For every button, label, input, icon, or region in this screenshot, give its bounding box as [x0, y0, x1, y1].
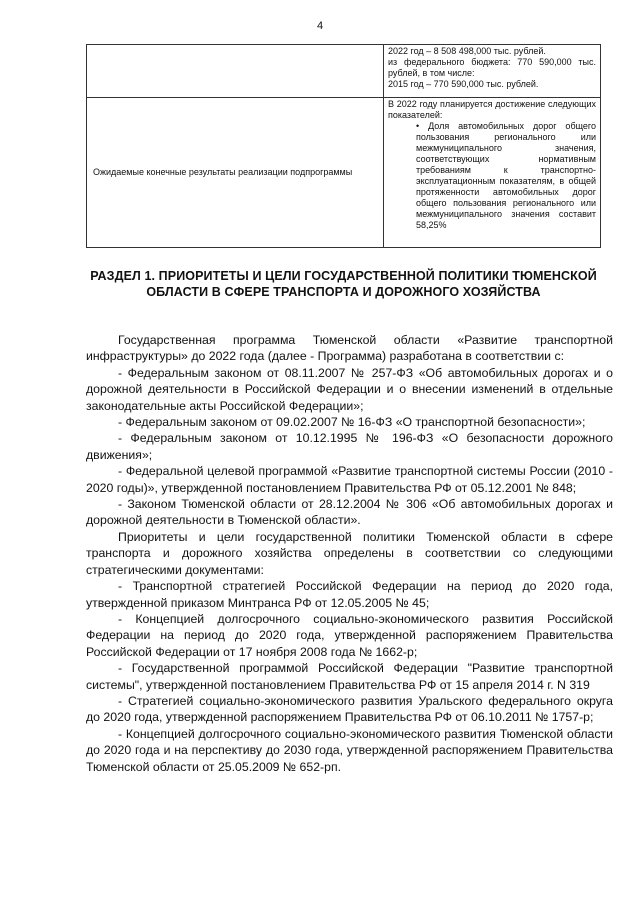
paragraph: Государственная программа Тюменской области «Развитие транспортной инфраструктуры» до 2022 года (далее - Программа) разработана в соответствии с:	[86, 333, 613, 364]
body-text	[86, 332, 613, 775]
paragraph: Приоритеты и цели государственной политики Тюменской области в сфере транспорта и дорожного хозяйства определены в соответствии со следующими стратегическими документами:	[86, 529, 613, 577]
paragraph: - Законом Тюменской области от 28.12.2004 № 306 «Об автомобильных дорогах и дорожной деятельности в Тюменской области».	[86, 497, 613, 528]
funding-line: из федерального бюджета: 770 590,000 тыс. рублей, в том числе:	[388, 57, 596, 78]
paragraph: - Федеральным законом от 10.12.1995 № 196-ФЗ «О безопасности дорожного движения»;	[86, 431, 613, 462]
paragraph: - Федеральным законом от 08.11.2007 № 257-ФЗ «Об автомобильных дорогах и о дорожной деятельности в Российской Федерации и о внесении изменений в отдельные законодательные акты Российской Федерации»;	[86, 365, 613, 413]
table-row	[87, 98, 601, 248]
paragraph: - Федеральным законом от 09.02.2007 № 16-ФЗ «О транспортной безопасности»;	[118, 415, 586, 430]
paragraph: - Стратегией социально-экономического развития Уральского федерального округа до 2020 года, утвержденной распоряжением Правительства РФ от 06.10.2011 № 1757-р;	[86, 693, 613, 725]
results-intro: В 2022 году планируется достижение следующих показателей:	[388, 99, 596, 120]
table-row	[87, 45, 601, 98]
paragraph: - Концепцией долгосрочного социально-экономического развития Тюменской области до 2020 года и на перспективу до 2030 года, утвержденной распоряжением Правительства Тюменской области от 25.05.2009 № 652-рп.	[86, 726, 613, 774]
table-cell-results	[384, 98, 601, 248]
paragraph: - Транспортной стратегией Российской Федерации на период до 2020 года, утвержденной приказом Минтранса РФ от 12.05.2005 № 45;	[86, 579, 613, 610]
funding-line: 2022 год – 8 508 498,000 тыс. рублей.	[388, 46, 546, 56]
section-title: РАЗДЕЛ 1. ПРИОРИТЕТЫ И ЦЕЛИ ГОСУДАРСТВЕННОЙ ПОЛИТИКИ ТЮМЕНСКОЙ ОБЛАСТИ В СФЕРЕ ТРАНСПОРТА И ДОРОЖНОГО ХОЗЯЙСТВА	[90, 269, 597, 299]
paragraph: - Концепцией долгосрочного социально-экономического развития Российской Федерации на период до 2020 года, утвержденной распоряжением Правительства Российской Федерации от 17 ноября 2008 года № 1662-р;	[86, 611, 613, 659]
paragraph: - Федеральной целевой программой «Развитие транспортной системы России (2010 - 2020 годы)», утвержденной постановлением Правительства РФ от 05.12.2001 № 848;	[86, 464, 613, 495]
table-cell-funding	[384, 45, 601, 98]
paragraph: - Государственной программой Российской Федерации "Развитие транспортной системы", утвержденной постановлением Правительства РФ от 15 апреля 2014 г. N 319	[86, 661, 613, 692]
results-bullet: • Доля автомобильных дорог общего пользования регионального или межмуниципального значения, соответствующих нормативным требованиям к транспортно-эксплуатационным показателям, в общей протяженности автомобильных дорог общего пользования регионального или межмуниципального значения составит 58,25%	[416, 121, 596, 230]
subprogram-passport-table	[86, 44, 601, 248]
funding-line: 2015 год – 770 590,000 тыс. рублей.	[388, 79, 539, 89]
table-cell-left	[87, 45, 384, 98]
expected-results-label: Ожидаемые конечные результаты реализации подпрограммы	[87, 98, 384, 248]
page-number: 4	[316, 20, 324, 32]
